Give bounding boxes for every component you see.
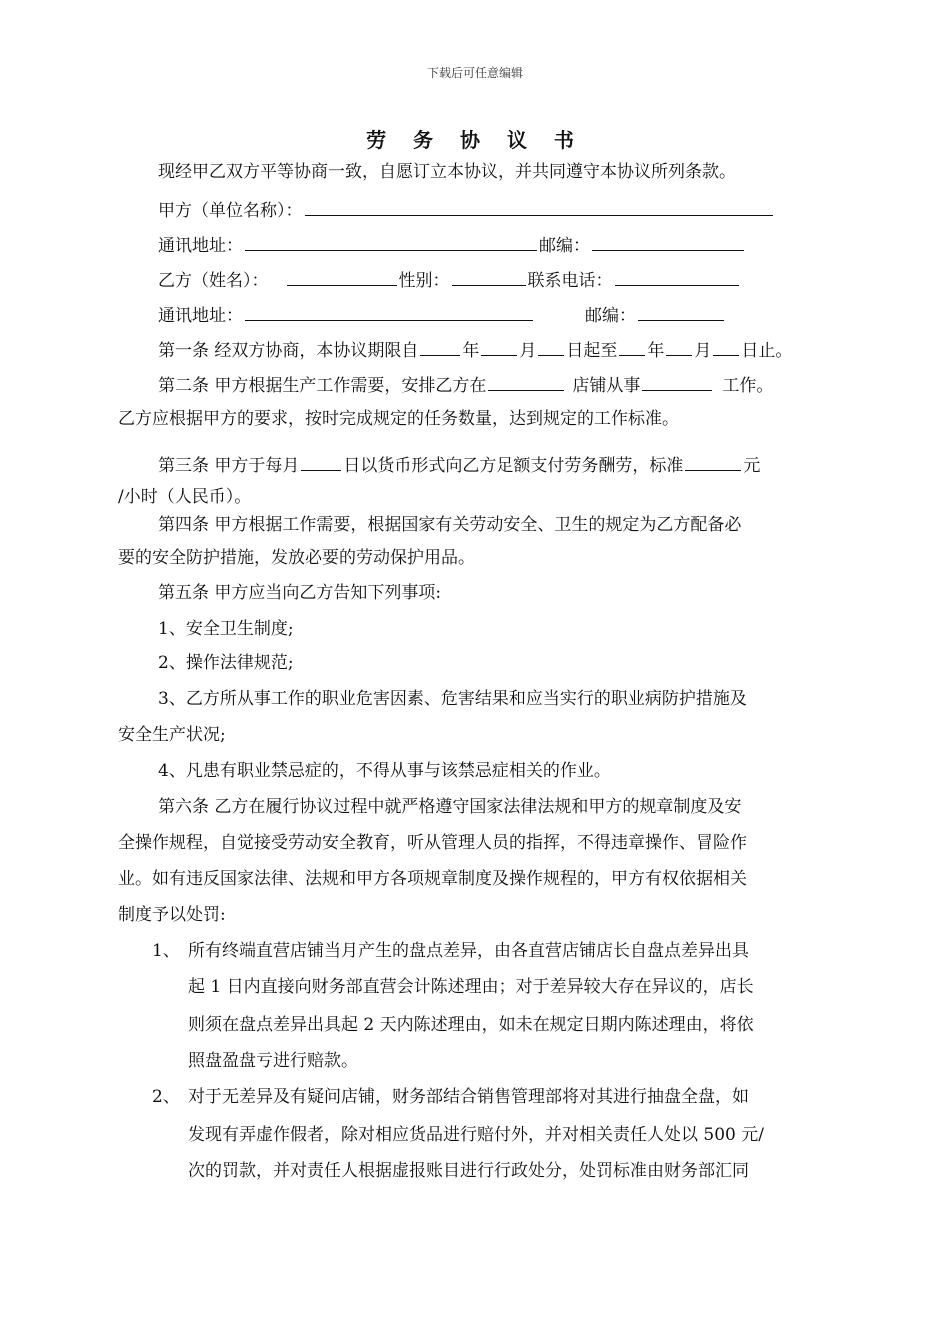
- end-day-blank[interactable]: [713, 337, 739, 356]
- penalty-2-line-1: 对于无差异及有疑问店铺，财务部结合销售管理部将对其进行抽盘全盘，如: [188, 1087, 749, 1107]
- party-b-address-label: 通讯地址：: [158, 306, 243, 326]
- party-a-address-row: [158, 232, 746, 258]
- month-label: 月: [694, 341, 712, 361]
- day-label: 日止。: [741, 341, 793, 361]
- article-1: [158, 337, 792, 363]
- start-day-blank[interactable]: [538, 337, 564, 356]
- party-a-postcode-blank[interactable]: [592, 232, 744, 251]
- article-5-line-1: 第五条 甲方应当向乙方告知下列事项:: [158, 583, 442, 603]
- penalty-1-line-3: 则须在盘点差异出具起 2 天内陈述理由，如未在规定日期内陈述理由，将依: [188, 1015, 754, 1035]
- intro-paragraph: 现经甲乙双方平等协商一致，自愿订立本协议，并共同遵守本协议所列条款。: [158, 162, 736, 182]
- article-6-line-1: 第六条 乙方在履行协议过程中就严格遵守国家法律法规和甲方的规章制度及安: [158, 797, 742, 817]
- party-b-name-label: 乙方（姓名）：: [158, 271, 269, 291]
- penalty-2-line-2: 发现有弄虚作假者，除对相应货品进行赔付外，并对相关责任人处以 500 元/: [188, 1125, 764, 1145]
- article-5-item-3: 3、乙方所从事工作的职业危害因素、危害结果和应当实行的职业病防护措施及: [158, 689, 747, 709]
- article-6-line-4: 制度予以处罚:: [118, 905, 226, 925]
- penalty-1-line-4: 照盘盈盘亏进行赔款。: [188, 1051, 358, 1071]
- party-b-gender-label: 性别：: [398, 271, 450, 291]
- party-a-name-row: [158, 197, 775, 223]
- store-blank[interactable]: [488, 372, 564, 391]
- article-2-text: 工作。: [722, 376, 774, 396]
- article-5-item-2: 2、操作法律规范;: [158, 653, 294, 673]
- start-year-blank[interactable]: [420, 337, 460, 356]
- job-blank[interactable]: [642, 372, 712, 391]
- party-b-address-blank[interactable]: [245, 302, 533, 321]
- year-label: 年: [647, 341, 665, 361]
- article-3-text: 日以货币形式向乙方足额支付劳务酬劳，标准: [343, 456, 684, 476]
- start-month-blank[interactable]: [481, 337, 517, 356]
- party-b-gender-blank[interactable]: [452, 267, 526, 286]
- article-5-item-4: 4、凡患有职业禁忌症的，不得从事与该禁忌症相关的作业。: [158, 761, 611, 781]
- end-month-blank[interactable]: [666, 337, 692, 356]
- party-a-postcode-label: 邮编：: [539, 236, 590, 256]
- party-b-phone-label: 联系电话：: [527, 271, 613, 291]
- penalty-1-number: 1、: [152, 941, 180, 961]
- year-label: 年: [462, 341, 480, 361]
- document-title: 劳 务 协 议 书: [366, 128, 584, 152]
- article-3-text: 第三条 甲方于每月: [158, 456, 300, 476]
- party-a-name-label: 甲方（单位名称）：: [158, 201, 303, 221]
- party-b-name-row: [158, 267, 741, 293]
- party-b-postcode-blank[interactable]: [638, 302, 724, 321]
- article-3-line-2: /小时（人民币）。: [118, 487, 252, 507]
- article-2-text: 第二条 甲方根据生产工作需要，安排乙方在: [158, 376, 487, 396]
- party-b-postcode-label: 邮编：: [585, 306, 636, 326]
- article-2: [158, 372, 773, 398]
- party-b-phone-blank[interactable]: [615, 267, 739, 286]
- party-b-name-blank[interactable]: [287, 267, 397, 286]
- party-a-address-blank[interactable]: [245, 232, 537, 251]
- party-b-address-row: [158, 302, 726, 328]
- pay-rate-blank[interactable]: [685, 452, 741, 471]
- penalty-2-number: 2、: [152, 1087, 180, 1107]
- article-3-text: 元: [743, 456, 761, 476]
- penalty-1-line-1: 所有终端直营店铺当月产生的盘点差异，由各直营店铺店长自盘点差异出具: [188, 941, 749, 961]
- article-4-line-2: 要的安全防护措施，发放必要的劳动保护用品。: [118, 548, 475, 568]
- article-2-text: 店铺从事: [572, 376, 641, 396]
- party-a-address-label: 通讯地址：: [158, 236, 243, 256]
- article-6-line-3: 业。如有违反国家法律、法规和甲方各项规章制度及操作规程的，甲方有权依据相关: [118, 869, 747, 889]
- header-note: 下载后可任意编辑: [426, 66, 523, 80]
- article-1-text: 第一条 经双方协商，本协议期限自: [158, 341, 419, 361]
- month-label: 月: [519, 341, 537, 361]
- article-2-line-2: 乙方应根据甲方的要求，按时完成规定的任务数量，达到规定的工作标准。: [118, 409, 679, 429]
- end-year-blank[interactable]: [619, 337, 645, 356]
- day-label: 日起至: [566, 341, 618, 361]
- article-3: [158, 452, 760, 478]
- article-5-item-1: 1、安全卫生制度;: [158, 619, 294, 639]
- article-4-line-1: 第四条 甲方根据工作需要，根据国家有关劳动安全、卫生的规定为乙方配备必: [158, 515, 742, 535]
- party-a-name-blank[interactable]: [305, 197, 773, 216]
- pay-day-blank[interactable]: [301, 452, 341, 471]
- article-6-line-2: 全操作规程，自觉接受劳动安全教育，听从管理人员的指挥，不得违章操作、冒险作: [118, 833, 747, 853]
- article-5-item-3-cont: 安全生产状况;: [118, 725, 226, 745]
- penalty-1-line-2: 起 1 日内直接向财务部直营会计陈述理由；对于差异较大存在异议的，店长: [188, 977, 754, 997]
- penalty-2-line-3: 次的罚款，并对责任人根据虚报账目进行行政处分，处罚标准由财务部汇同: [188, 1161, 749, 1181]
